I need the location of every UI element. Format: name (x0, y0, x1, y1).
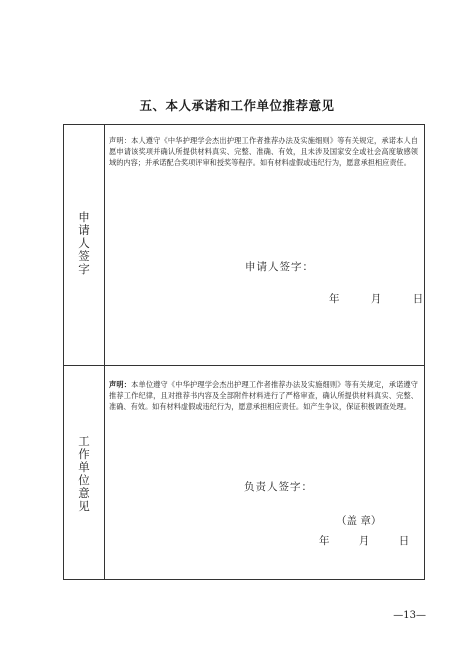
employer-statement (109, 379, 418, 412)
applicant-content (104, 125, 424, 365)
employer-label (64, 435, 104, 513)
date-month: 月 (358, 535, 370, 547)
applicant-label-char: 字 (78, 262, 90, 276)
employer-label-char: 单 (78, 460, 90, 474)
applicant-label-char: 申 (78, 210, 90, 224)
employer-label-char: 作 (78, 447, 90, 461)
employer-statement-body: 本单位遵守《中华护理学会杰出护理工作者推荐办法及实施细则》等有关规定，承诺遵守推荐工作纪律，且对推荐书内容及全部附件材料进行了严格审查，确认所提供材料真实、完整、准确、有效。如有材料虚假或违纪行为，愿意承担相应责任。如产生争议，保证积极调查处理。 (109, 380, 418, 411)
employer-label-char: 见 (78, 499, 90, 513)
employer-seal: （盖 章） (336, 515, 382, 527)
date-day: 日 (398, 535, 410, 547)
applicant-signature-label: 申请人签字： (245, 261, 314, 273)
applicant-label-char: 请 (78, 223, 90, 237)
commitment-form (63, 124, 425, 580)
employer-statement-prefix: 声明： (109, 380, 132, 389)
applicant-label-char: 签 (78, 249, 90, 263)
applicant-label (64, 211, 104, 276)
date-month: 月 (370, 293, 382, 305)
date-day: 日 (412, 293, 424, 305)
applicant-label-char: 人 (78, 236, 90, 250)
applicant-label-cell (64, 125, 105, 365)
employer-label-char: 工 (78, 434, 90, 448)
employer-label-char: 意 (78, 486, 90, 500)
employer-content (104, 365, 424, 579)
applicant-row (64, 125, 424, 366)
employer-row (64, 365, 424, 579)
employer-label-cell (64, 365, 105, 579)
page-number: —13— (393, 610, 426, 621)
employer-signature-label: 负责人签字： (244, 481, 313, 493)
date-year: 年 (319, 535, 330, 547)
date-year: 年 (329, 293, 340, 305)
applicant-statement: 声明：本人遵守《中华护理学会杰出护理工作者推荐办法及实施细则》等有关规定，承诺本人自愿申请该奖项并确认所提供材料真实、完整、准确、有效，且未涉及国家安全或社会高度敏感领域的内容；并承诺配合奖项评审和授奖等程序。如有材料虚假或违纪行为，愿意承担相应责任。 (109, 136, 418, 167)
applicant-date (329, 291, 423, 306)
section-title: 五、本人承诺和工作单位推荐意见 (139, 98, 335, 113)
employer-label-char: 位 (78, 473, 90, 487)
employer-date (319, 533, 409, 548)
